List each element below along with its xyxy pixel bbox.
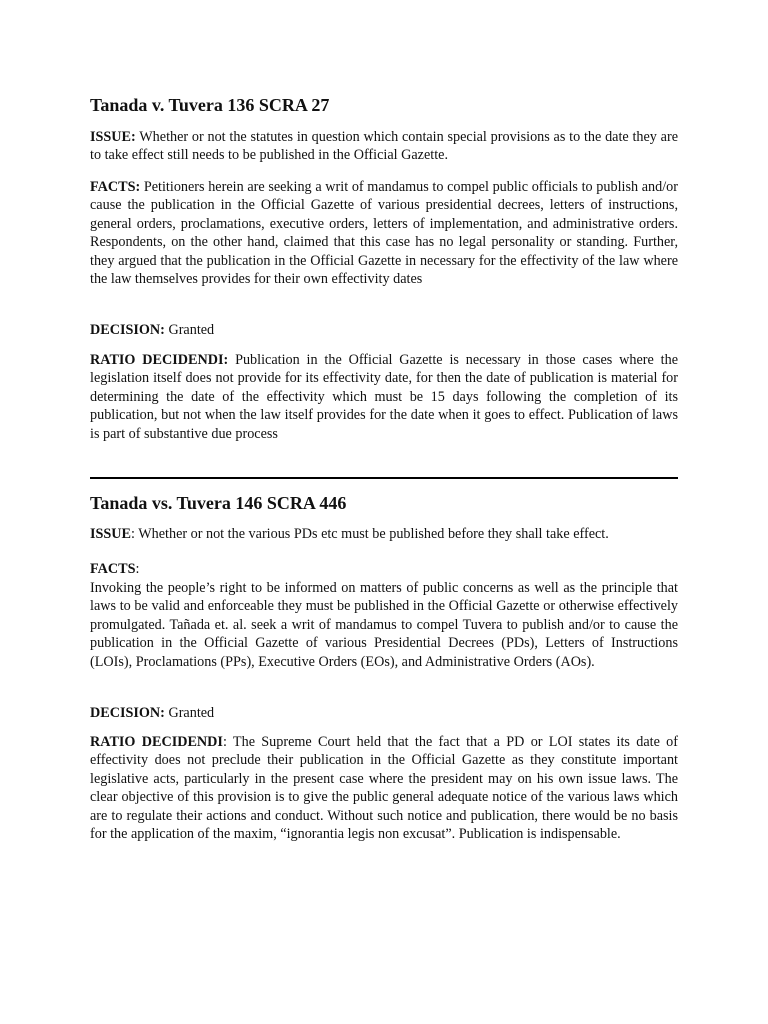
issue-label: ISSUE: bbox=[90, 129, 136, 145]
case-title: Tanada v. Tuvera 136 SCRA 27 bbox=[90, 95, 330, 115]
issue-label: ISSUE bbox=[90, 526, 132, 542]
section-divider bbox=[90, 477, 678, 479]
ratio-label: RATIO DECIDENDI bbox=[90, 734, 223, 750]
decision-text: Granted bbox=[168, 705, 215, 721]
facts-text: Petitioners herein are seeking a writ of mandamus to compel public officials to publish and/or cause the publication in the Official Gazette of various presidential decrees, letters of instructions, general orders, proclamations, executive orders, letters of implementation, and administrative orders. Respondents, on the other hand, claimed that this case has no legal personality or standing. Further, they argued that the publication in the Official Gazette in necessary for the effectivity of the law where the law themselves provides for their own effectivity dates bbox=[90, 179, 678, 288]
facts-paragraph bbox=[90, 178, 678, 288]
ratio-paragraph bbox=[90, 733, 678, 843]
facts-heading bbox=[90, 560, 139, 578]
facts-label: FACTS bbox=[90, 561, 136, 577]
issue-paragraph bbox=[90, 128, 678, 165]
decision-paragraph bbox=[90, 704, 678, 722]
ratio-label: RATIO DECIDENDI: bbox=[90, 352, 229, 368]
decision-label: DECISION: bbox=[90, 705, 165, 721]
facts-label: FACTS: bbox=[90, 179, 141, 195]
decision-paragraph bbox=[90, 321, 678, 339]
decision-text: Granted bbox=[168, 322, 215, 338]
issue-text: Whether or not the statutes in question which contain special provisions as to the date they are to take effect still needs to be published in the Official Gazette. bbox=[90, 129, 678, 164]
issue-paragraph bbox=[90, 525, 678, 543]
facts-paragraph: Invoking the people’s right to be informed on matters of public concerns as well as the principle that laws to be valid and enforceable they must be published in the Official Gazette or otherwise effectively promulgated. Tañada et. al. seek a writ of mandamus to compel Tuvera to publish and/or to cause the publication in the Official Gazette of various Presidential Decrees (PDs), Letters of Instructions (LOIs), Proclamations (PPs), Executive Orders (EOs), and Administrative Orders (AOs). bbox=[90, 580, 678, 670]
ratio-text: Publication in the Official Gazette is necessary in those cases where the legislation itself does not provide for its effectivity date, for then the date of publication is material for determining the date of the effectivity which must be 15 days following the completion of its publication, but not when the law itself provides for the date when it goes to effect. Publication of laws is part of substantive due process bbox=[90, 352, 679, 442]
decision-label: DECISION: bbox=[90, 322, 165, 338]
ratio-paragraph bbox=[90, 351, 678, 443]
issue-text: : Whether or not the various PDs etc must be published before they shall take effect. bbox=[131, 526, 609, 542]
case-title: Tanada vs. Tuvera 146 SCRA 446 bbox=[90, 493, 347, 513]
facts-colon: : bbox=[135, 561, 140, 577]
ratio-text: : The Supreme Court held that the fact that a PD or LOI states its date of effectivity does not preclude their publication in the Official Gazette as they constitute important legislative acts, particularly in the present case where the president may on his own issue laws. The clear objective of this provision is to give the public general adequate notice of the various laws which are to regulate their actions and conduct. Without such notice and publication, there would be no basis for the application of the maxim, “ignorantia legis non excusat”. Publication is indispensable. bbox=[90, 734, 678, 843]
